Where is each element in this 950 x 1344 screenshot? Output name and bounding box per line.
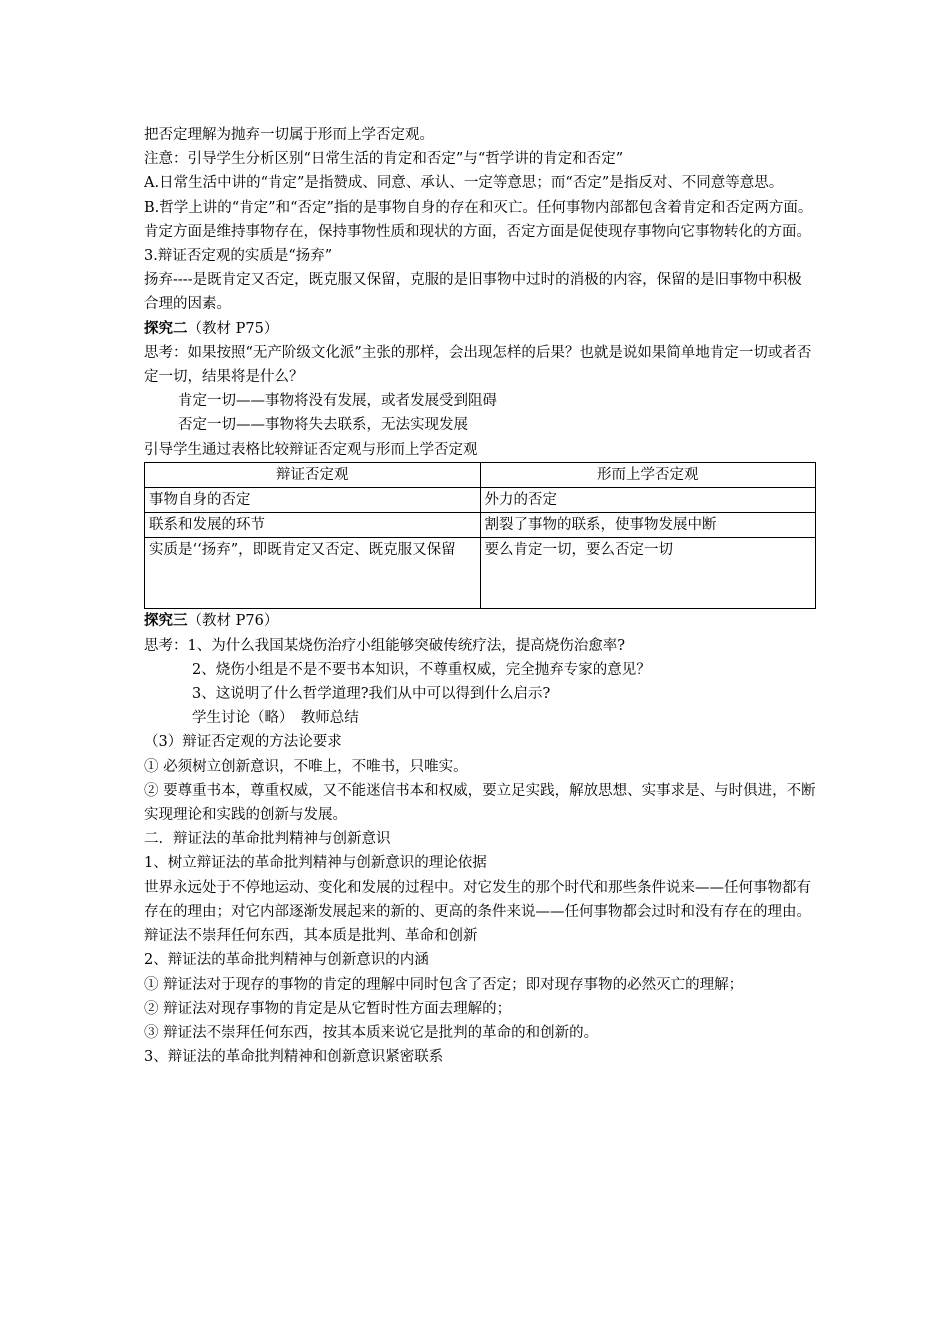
paragraph: ① 辩证法对于现存的事物的肯定的理解中同时包含了否定；即对现存事物的必然灭亡的理解； — [144, 976, 744, 993]
paragraph: （3）辩证否定观的方法论要求 — [144, 734, 342, 751]
paragraph: 辩证法不崇拜任何东西，其本质是批判、革命和创新 — [144, 928, 478, 945]
table-row — [145, 513, 816, 538]
table-row — [145, 538, 816, 609]
paragraph: 3、辩证法的革命批判精神和创新意识紧密联系 — [144, 1049, 444, 1066]
paragraph: 把否定理解为抛弃一切属于形而上学否定观。 — [144, 127, 434, 143]
section-heading-explore2 — [144, 317, 816, 341]
question: 思考：如果按照“无产阶级文化派”主张的那样，会出现怎样的后果？也就是说如果简单地肯定一切或者否定一切，结果将是什么？ — [144, 344, 812, 386]
answer: 肯定一切——事物将没有发展，或者发展受到阻碍 — [178, 393, 497, 410]
table-row — [145, 488, 816, 513]
paragraph: 1、树立辩证法的革命批判精神与创新意识的理论依据 — [144, 855, 487, 872]
question: 2、烧伤小组是不是不要书本知识，不尊重权威，完全抛弃专家的意见？ — [192, 661, 651, 678]
heading-title: 探究三 — [144, 612, 188, 630]
table-header-cell: 形而上学否定观 — [480, 462, 816, 487]
document-body — [144, 123, 816, 1069]
answer: 否定一切——事物将失去联系，无法实现发展 — [178, 417, 468, 434]
table-cell: 联系和发展的环节 — [145, 513, 481, 538]
paragraph: A.日常生活中讲的“肯定”是指赞成、同意、承认、一定等意思；而“否定”是指反对、不同意等意思。 — [144, 175, 784, 192]
paragraph: ③ 辩证法不崇拜任何东西，按其本质来说它是批判的革命的和创新的。 — [144, 1024, 599, 1041]
table-cell: 实质是‘‘扬弃”，即既肯定又否定、既克服又保留 — [145, 538, 481, 609]
discussion-note: 学生讨论（略） 教师总结 — [192, 710, 359, 727]
section-heading-explore3 — [144, 609, 816, 633]
paragraph: 世界永远处于不停地运动、变化和发展的过程中。对它发生的那个时代和那些条件说来——任何事物都有存在的理由；对它内部逐渐发展起来的新的、更高的条件来说——任何事物都会过时和没有存在的理由。 — [144, 879, 811, 920]
table-header-row — [145, 462, 816, 487]
heading-ref: （教材 P75） — [187, 320, 279, 337]
paragraph: ② 要尊重书本，尊重权威，又不能迷信书本和权威，要立足实践，解放思想、实事求是、与时俱进，不断实现理论和实践的创新与发展。 — [144, 782, 816, 824]
heading-ref: （教材 P76） — [187, 613, 279, 630]
paragraph: 注意：引导学生分析区别“日常生活的肯定和否定”与“哲学讲的肯定和否定” — [144, 151, 624, 168]
paragraph: B.哲学上讲的“肯定”和“否定”指的是事物自身的存在和灭亡。任何事物内部都包含着肯定和否定两方面。肯定方面是维持事物存在，保持事物性质和现状的方面，否定方面是促使现存事物向它事物转化的方面。 — [144, 199, 813, 240]
paragraph: ① 必须树立创新意识，不唯上，不唯书，只唯实。 — [144, 758, 468, 775]
question: 思考：1、为什么我国某烧伤治疗小组能够突破传统疗法，提高烧伤治愈率? — [144, 637, 625, 654]
paragraph: ② 辩证法对现存事物的肯定是从它暂时性方面去理解的； — [144, 1000, 512, 1017]
paragraph: 扬弃----是既肯定又否定，既克服又保留，克服的是旧事物中过时的消极的内容，保留的是旧事物中积极合理的因素。 — [144, 272, 802, 313]
paragraph: 2、辩证法的革命批判精神与创新意识的内涵 — [144, 952, 429, 969]
table-header-cell: 辩证否定观 — [145, 462, 481, 487]
paragraph: 3.辩证否定观的实质是“扬弃” — [144, 248, 333, 265]
comparison-table — [144, 462, 816, 610]
paragraph: 引导学生通过表格比较辩证否定观与形而上学否定观 — [144, 441, 478, 458]
table-cell: 割裂了事物的联系，使事物发展中断 — [480, 513, 816, 538]
section-heading: 二．辩证法的革命批判精神与创新意识 — [144, 831, 391, 848]
table-cell: 事物自身的否定 — [145, 488, 481, 513]
table-cell: 要么肯定一切，要么否定一切 — [480, 538, 816, 609]
table-cell: 外力的否定 — [480, 488, 816, 513]
heading-title: 探究二 — [144, 319, 188, 337]
question: 3、这说明了什么哲学道理?我们从中可以得到什么启示? — [192, 686, 551, 703]
